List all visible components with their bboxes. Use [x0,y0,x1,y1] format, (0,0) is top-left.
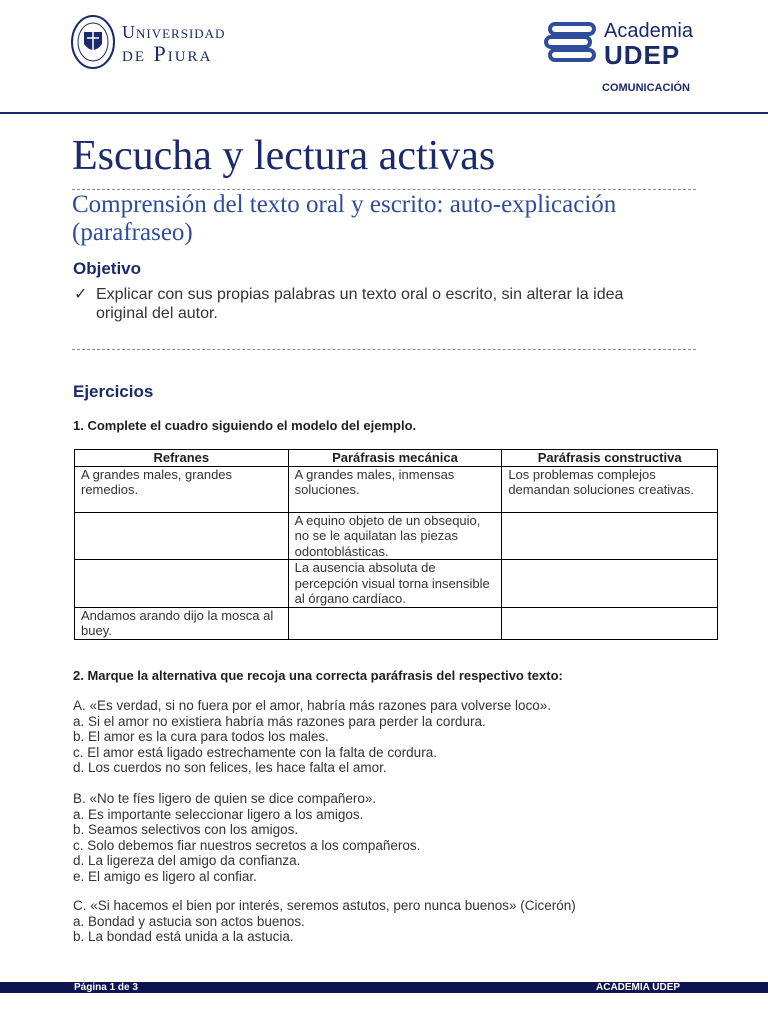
title-divider [72,189,696,190]
table-cell: A grandes males, inmensas soluciones. [288,466,502,512]
table-row [75,512,718,560]
table-cell: A equino objeto de un obsequio, no se le aquilatan las piezas odontoblásticas. [288,512,502,560]
table-cell-empty[interactable] [502,607,718,639]
academia-label: Academia [604,20,693,42]
page-title: Escucha y lectura activas [72,133,496,179]
academia-udep-logo-icon [544,20,600,64]
answer-option[interactable]: d. La ligereza del amigo da confianza. [73,853,301,869]
table-cell: A grandes males, grandes remedios. [75,466,289,512]
question-item-b [73,791,420,885]
question-item-a [73,698,551,776]
table-cell-empty[interactable] [288,607,502,639]
objective-divider [72,349,696,350]
quote-text: A. «Es verdad, si no fuera por el amor, habría más razones para volverse loco». [73,698,551,713]
header-divider [0,112,768,114]
university-seal-icon [70,14,116,70]
table-cell-empty[interactable] [75,560,289,608]
department-label: COMUNICACIÓN [602,82,690,94]
table-header-cell: Refranes [75,450,289,467]
table-cell: Los problemas complejos demandan soluciones creativas. [502,466,718,512]
question-2: 2. Marque la alternativa que recoja una correcta paráfrasis del respectivo texto: [73,668,563,683]
answer-option[interactable]: a. Es importante seleccionar ligero a los amigos. [73,806,364,822]
answer-option[interactable]: a. Bondad y astucia son actos buenos. [73,913,305,929]
answer-option[interactable]: b. El amor es la cura para todos los males. [73,729,329,745]
table-header-row [75,450,718,467]
table-cell: La ausencia absoluta de percepción visual torna insensible al órgano cardíaco. [288,560,502,608]
university-name-line2: de Piura [122,41,213,66]
answer-option[interactable]: b. Seamos selectivos con los amigos. [73,822,299,838]
question-item-c [73,898,576,945]
quote-text: B. «No te fíes ligero de quien se dice compañero». [73,791,377,806]
table-cell: Andamos arando dijo la mosca al buey. [75,607,289,639]
page-subtitle: Comprensión del texto oral y escrito: auto-explicación (parafraseo) [72,191,617,246]
footer-brand: ACADEMIA UDEP [596,982,681,993]
answer-option[interactable]: c. El amor está ligado estrechamente con la falta de cordura. [73,744,437,760]
answer-option[interactable]: b. La bondad está unida a la astucia. [73,929,294,945]
table-cell-empty[interactable] [502,560,718,608]
university-name-line1: Universidad [122,22,226,42]
answer-option[interactable]: d. Los cuerdos no son felices, les hace falta el amor. [73,760,387,776]
quote-text: C. «Si hacemos el bien por interés, seremos astutos, pero nunca buenos» (Cicerón) [73,898,576,913]
udep-label: UDEP [604,40,681,70]
table-row [75,607,718,639]
academia-udep-wordmark [604,20,693,68]
page-number: Página 1 de 3 [74,982,138,993]
table-header-cell: Paráfrasis mecánica [288,450,502,467]
table-row [75,560,718,608]
table-header-cell: Paráfrasis constructiva [502,450,718,467]
objective-heading: Objetivo [73,259,142,278]
answer-option[interactable]: c. Solo debemos fiar nuestros secretos a los compañeros. [73,837,421,853]
checkmark-icon: ✓ [74,286,88,303]
objective-text: Explicar con sus propias palabras un texto oral o escrito, sin alterar la idea original del autor. [96,286,624,322]
table-cell-empty[interactable] [502,512,718,560]
answer-option[interactable]: a. Si el amor no existiera habría más razones para perder la cordura. [73,713,486,729]
question-1: 1. Complete el cuadro siguiendo el modelo del ejemplo. [73,418,417,433]
table-cell-empty[interactable] [75,512,289,560]
exercises-heading: Ejercicios [73,382,154,401]
answer-option[interactable]: e. El amigo es ligero al confiar. [73,868,257,884]
objective-item [74,285,674,323]
university-name [122,22,225,66]
paraphrase-table [74,449,718,640]
table-row [75,466,718,512]
